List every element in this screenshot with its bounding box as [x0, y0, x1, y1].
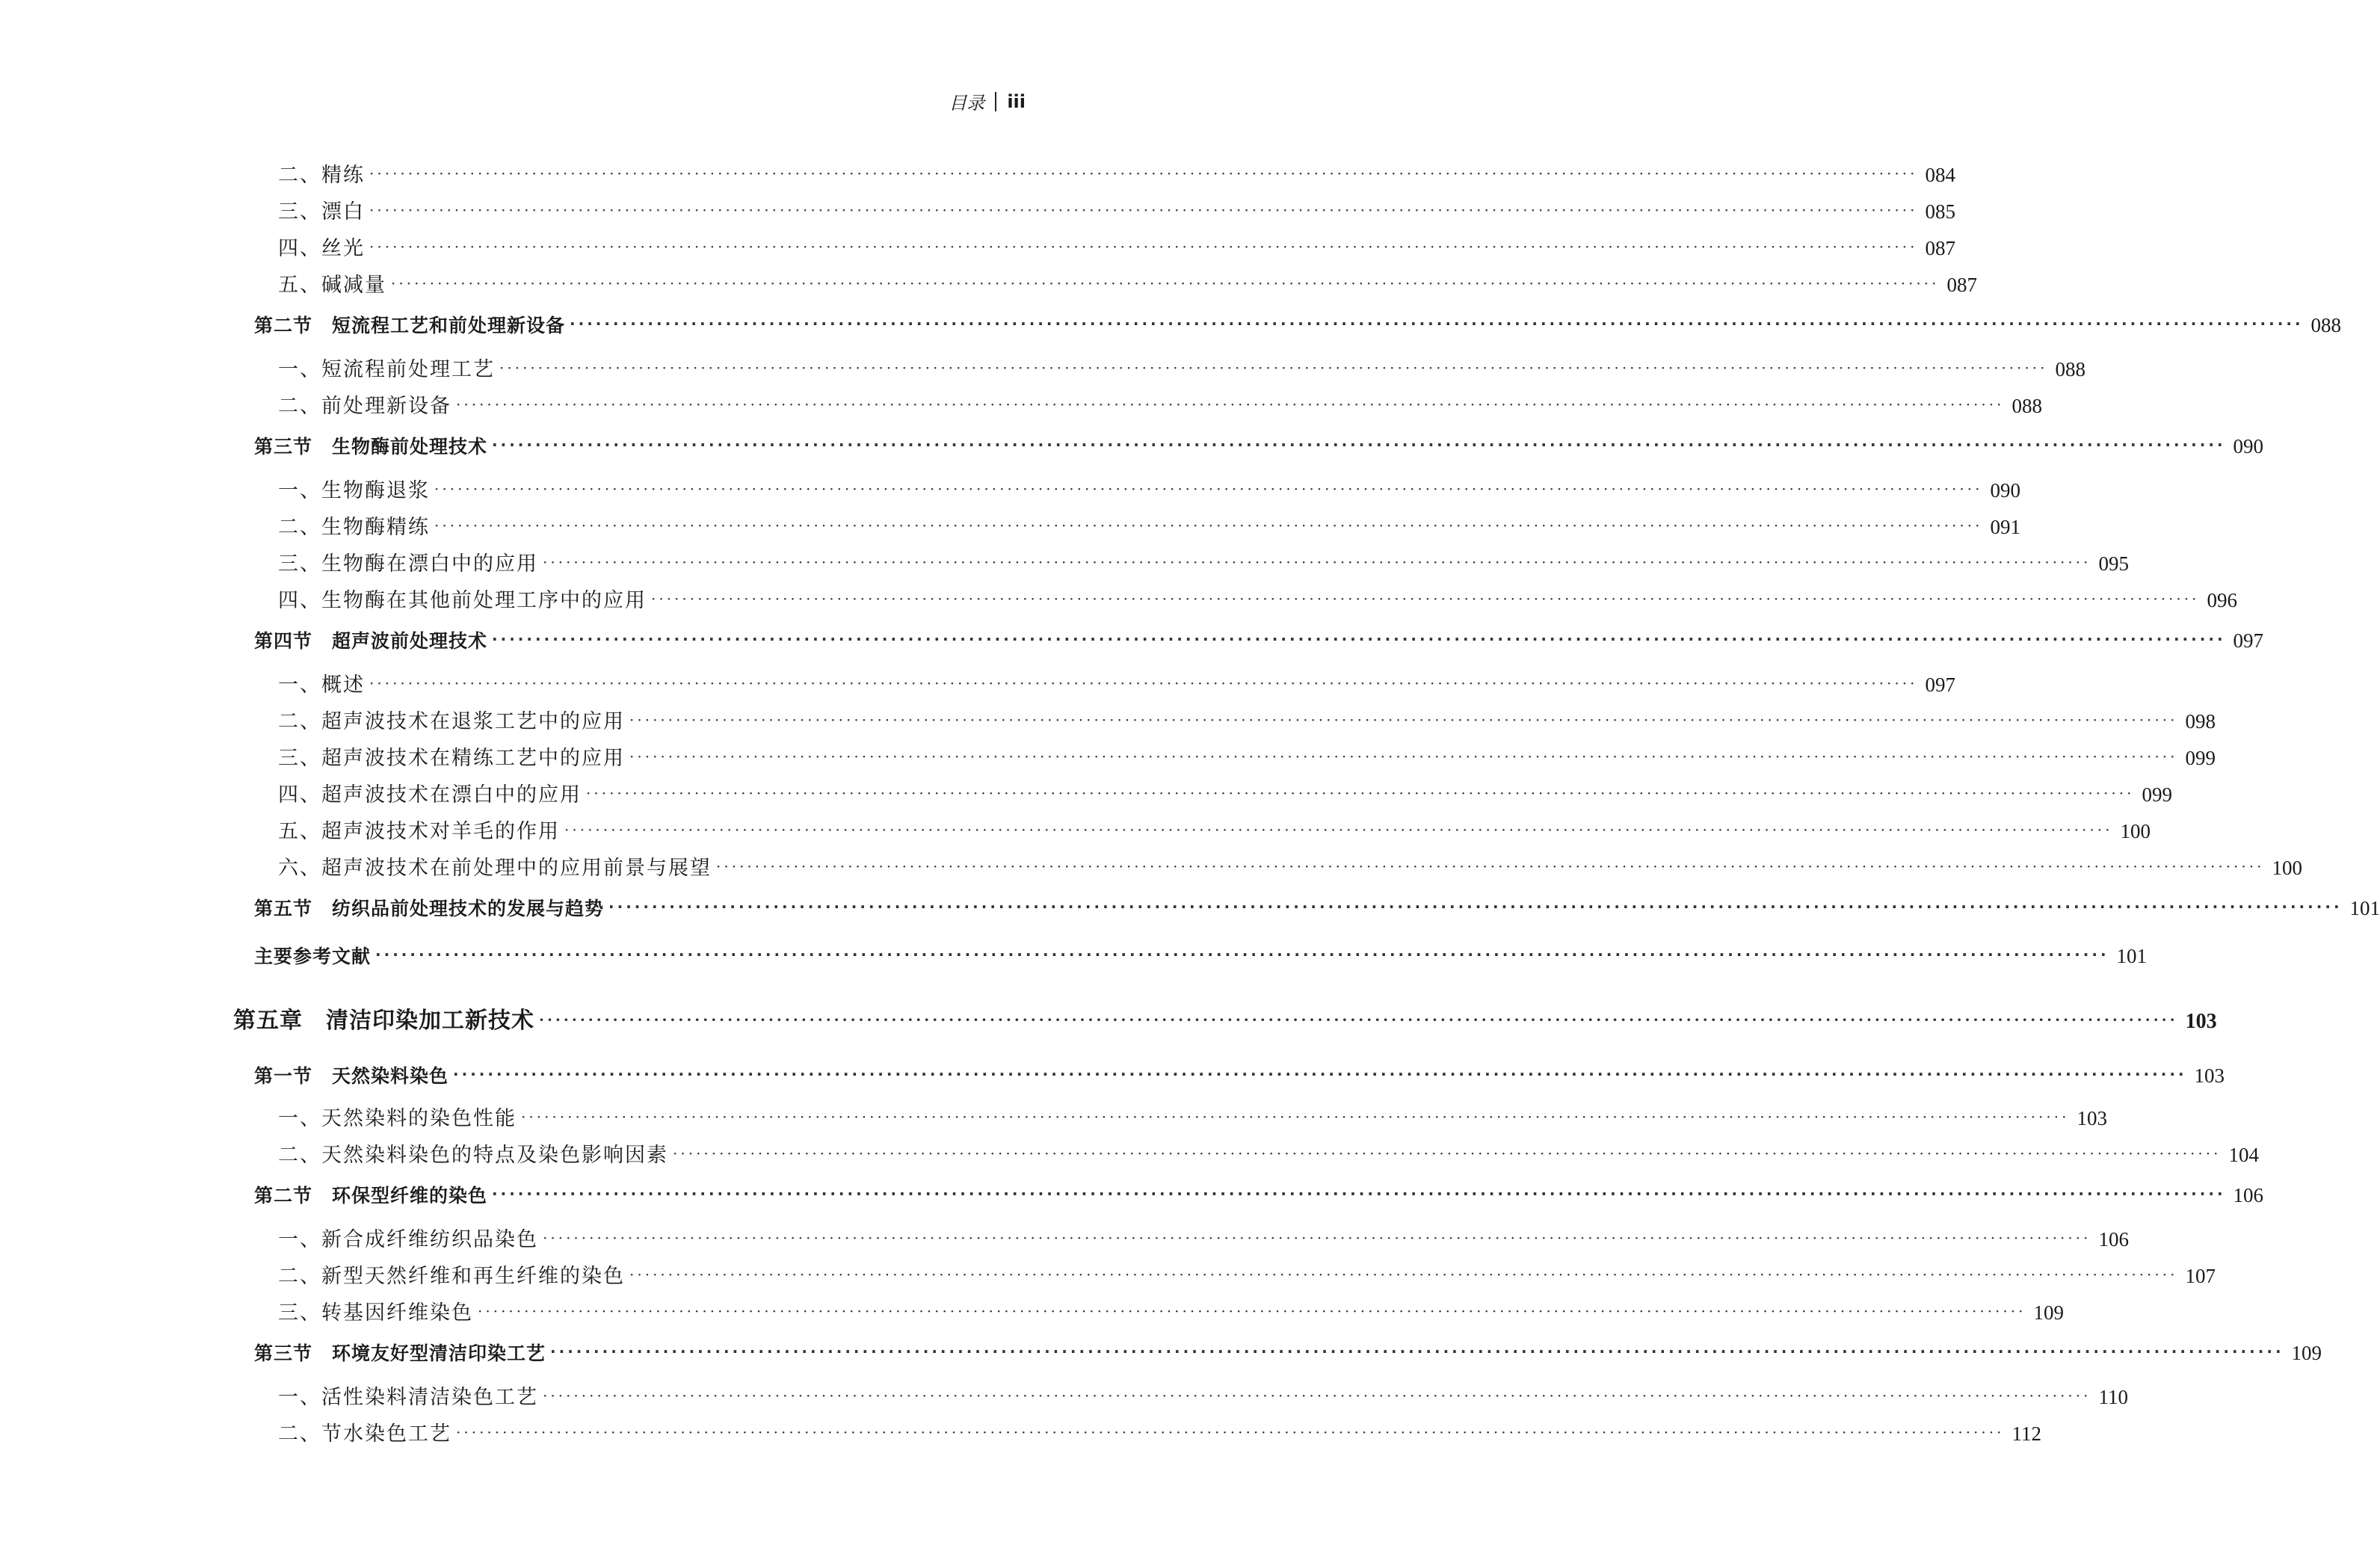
- toc-entry-page: 110: [2098, 1386, 2128, 1408]
- toc-entry: [278, 353, 2085, 382]
- toc-leader-dots: ········································································································································································································: [369, 164, 1918, 182]
- toc-leader-dots: ········································································································································································································: [453, 1065, 2187, 1083]
- toc-leader-dots: ········································································································································································································: [521, 1108, 2070, 1126]
- toc-entry: [278, 778, 2172, 807]
- toc-entry: [278, 511, 2020, 540]
- toc-entry-label: 四、丝光: [278, 237, 365, 260]
- toc-section-entry: [254, 1181, 2264, 1208]
- toc-leader-dots: ········································································································································································································: [629, 711, 2178, 729]
- toc-entry-label: 二、新型天然纤维和再生纤维的染色: [278, 1265, 625, 1288]
- toc-entry-page: 109: [2033, 1301, 2064, 1324]
- toc-entry-label: 一、新合成纤维纺织品染色: [278, 1228, 538, 1251]
- toc-leader-dots: ········································································································································································································: [478, 1302, 2026, 1320]
- toc-entry: [278, 1296, 2064, 1325]
- toc-entry-page: 106: [2233, 1184, 2264, 1206]
- toc-entry-label: 第五节 纺织品前处理技术的发展与趋势: [254, 898, 605, 919]
- toc-entry-page: 107: [2185, 1265, 2216, 1287]
- toc-entry: [278, 1381, 2128, 1410]
- toc-entry-label: 一、短流程前处理工艺: [278, 358, 495, 381]
- toc-entry-label: 二、超声波技术在退浆工艺中的应用: [278, 710, 625, 733]
- toc-entry-page: 095: [2098, 552, 2129, 575]
- toc-section-entry: [254, 432, 2264, 459]
- toc-entry-label: 二、生物酶精练: [278, 516, 430, 539]
- toc-entry-label: 三、漂白: [278, 200, 365, 224]
- toc-entry-page: 104: [2228, 1144, 2259, 1166]
- toc-entry-label: 第三节 生物酶前处理技术: [254, 436, 488, 457]
- toc-entry-label: 主要参考文献: [254, 946, 372, 967]
- toc-leader-dots: ········································································································································································································: [434, 517, 1983, 534]
- toc-leader-dots: ········································································································································································································: [369, 201, 1918, 219]
- toc-leader-dots: ········································································································································································································: [492, 1185, 2226, 1203]
- toc-leader-dots: ········································································································································································································: [716, 857, 2265, 875]
- toc-entry-page: 106: [2098, 1228, 2129, 1251]
- toc-entry-page: 101: [2116, 945, 2148, 967]
- toc-entry-page: 085: [1925, 200, 1955, 223]
- toc-entry: [278, 158, 1955, 188]
- toc-entry-label: 六、超声波技术在前处理中的应用前景与展望: [278, 857, 712, 880]
- toc-entry-page: 099: [2142, 783, 2172, 806]
- toc-entry-label: 一、生物酶退浆: [278, 479, 430, 502]
- toc-section-entry: [254, 311, 2342, 338]
- toc-leader-dots: ········································································································································································································: [550, 1342, 2284, 1360]
- toc-leader-dots: ········································································································································································································: [492, 436, 2226, 454]
- toc-entry-label: 第一节 天然染料染色: [254, 1065, 449, 1087]
- toc-leader-dots: ········································································································································································································: [629, 1266, 2178, 1283]
- toc-leader-dots: ········································································································································································································: [499, 359, 2048, 377]
- toc-leader-dots: ········································································································································································································: [564, 821, 2113, 839]
- toc-entry: [278, 1138, 2259, 1168]
- toc-entry-page: 088: [2055, 358, 2085, 380]
- toc-leader-dots: ········································································································································································································: [369, 674, 1918, 692]
- toc-entry-label: 一、天然染料的染色性能: [278, 1107, 517, 1130]
- toc-entry-label: 三、转基因纤维染色: [278, 1301, 473, 1325]
- toc-entry-label: 第五章 清洁印染加工新技术: [233, 1008, 534, 1034]
- toc-entry: [278, 584, 2237, 613]
- toc-entry: [278, 195, 1955, 224]
- toc-entry-page: 101: [2349, 897, 2380, 919]
- toc-chapter-entry: [233, 1002, 2217, 1035]
- toc-entry: [278, 1260, 2216, 1289]
- toc-leader-dots: ········································································································································································································: [369, 238, 1918, 256]
- toc-leader-dots: ········································································································································································································: [608, 898, 2343, 916]
- toc-entry: [278, 474, 2020, 503]
- toc-entry-label: 第三节 环境友好型清洁印染工艺: [254, 1342, 546, 1364]
- toc-entry-page: 091: [1990, 516, 2020, 538]
- toc-entry-page: 087: [1946, 274, 1977, 296]
- toc-leader-dots: ········································································································································································································: [375, 946, 2109, 964]
- toc-entry-page: 090: [1990, 479, 2020, 502]
- toc-entry-label: 一、概述: [278, 673, 365, 697]
- toc-entry-label: 三、生物酶在漂白中的应用: [278, 552, 538, 576]
- toc-entry-label: 四、生物酶在其他前处理工序中的应用: [278, 589, 647, 612]
- running-head: [949, 88, 1026, 114]
- toc-leader-dots: ········································································································································································································: [456, 395, 2005, 413]
- toc-leader-dots: ········································································································································································································: [492, 630, 2226, 648]
- running-head-divider: [995, 92, 996, 111]
- toc-entry-page: 097: [1925, 673, 1955, 696]
- toc-entry: [278, 268, 1977, 298]
- toc-entry-page: 097: [2233, 629, 2264, 652]
- toc-entry-label: 二、精练: [278, 164, 365, 187]
- toc-leader-dots: ········································································································································································································: [539, 1011, 2178, 1029]
- toc-entry: [278, 547, 2129, 576]
- toc-entry-label: 第二节 短流程工艺和前处理新设备: [254, 315, 566, 336]
- toc-entry: [278, 1102, 2107, 1131]
- toc-leader-dots: ········································································································································································································: [586, 784, 2135, 802]
- running-head-title: 目录: [949, 93, 985, 114]
- toc-leader-dots: ········································································································································································································: [543, 553, 2091, 571]
- toc-leader-dots: ········································································································································································································: [543, 1229, 2091, 1247]
- toc-entry-label: 二、前处理新设备: [278, 395, 451, 418]
- running-head-page-number: iii: [1007, 90, 1026, 112]
- toc-section-entry: [254, 626, 2264, 653]
- toc-leader-dots: ········································································································································································································: [543, 1387, 2091, 1405]
- toc-entry-page: 103: [2185, 1010, 2217, 1033]
- toc-entry-page: 100: [2120, 820, 2151, 842]
- toc-entry: [278, 1417, 2041, 1446]
- toc-entry-label: 第二节 环保型纤维的染色: [254, 1185, 488, 1206]
- toc-leader-dots: ········································································································································································································: [570, 315, 2304, 333]
- toc-entry-label: 三、超声波技术在精练工艺中的应用: [278, 747, 625, 770]
- toc-entry-label: 二、节水染色工艺: [278, 1422, 451, 1446]
- toc-section-entry: [254, 1061, 2225, 1088]
- toc-references-entry: [254, 942, 2148, 969]
- toc-entry-page: 090: [2233, 435, 2264, 457]
- toc-entry-page: 084: [1925, 164, 1955, 186]
- toc-leader-dots: ········································································································································································································: [629, 747, 2178, 765]
- toc-entry: [278, 1223, 2129, 1252]
- toc-leader-dots: ········································································································································································································: [391, 274, 1940, 292]
- toc-entry-page: 112: [2011, 1422, 2041, 1445]
- toc-entry-label: 一、活性染料清洁染色工艺: [278, 1386, 538, 1409]
- toc-section-entry: [254, 1339, 2322, 1366]
- toc-entry-label: 第四节 超声波前处理技术: [254, 630, 488, 652]
- toc-leader-dots: ········································································································································································································: [434, 480, 1983, 498]
- toc-entry-page: 096: [2207, 589, 2237, 611]
- toc-entry: [278, 389, 2042, 419]
- toc-leader-dots: ········································································································································································································: [651, 590, 2200, 608]
- toc-entry-page: 099: [2185, 747, 2216, 769]
- toc-entry-page: 088: [2011, 395, 2042, 417]
- toc-entry-page: 088: [2310, 314, 2342, 336]
- toc-entry-label: 五、碱减量: [278, 274, 386, 297]
- toc-leader-dots: ········································································································································································································: [673, 1144, 2222, 1162]
- toc-section-entry: [254, 894, 2380, 921]
- toc-entry-page: 100: [2272, 857, 2302, 879]
- toc-entry: [278, 668, 1955, 697]
- toc-entry-page: 087: [1925, 237, 1955, 259]
- toc-entry-page: 103: [2077, 1107, 2107, 1129]
- toc-entry: [278, 815, 2151, 844]
- toc-entry: [278, 851, 2302, 881]
- toc-entry-page: 109: [2291, 1342, 2322, 1364]
- toc-leader-dots: ········································································································································································································: [456, 1423, 2005, 1441]
- toc-entry-page: 103: [2194, 1064, 2225, 1087]
- toc-entry-label: 五、超声波技术对羊毛的作用: [278, 820, 560, 843]
- toc-entry-label: 四、超声波技术在漂白中的应用: [278, 783, 582, 807]
- toc-entry: [278, 705, 2216, 734]
- toc-entry: [278, 742, 2216, 771]
- toc-entry-page: 098: [2185, 710, 2216, 733]
- toc-entry: [278, 232, 1955, 261]
- toc-entry-label: 二、天然染料染色的特点及染色影响因素: [278, 1144, 668, 1167]
